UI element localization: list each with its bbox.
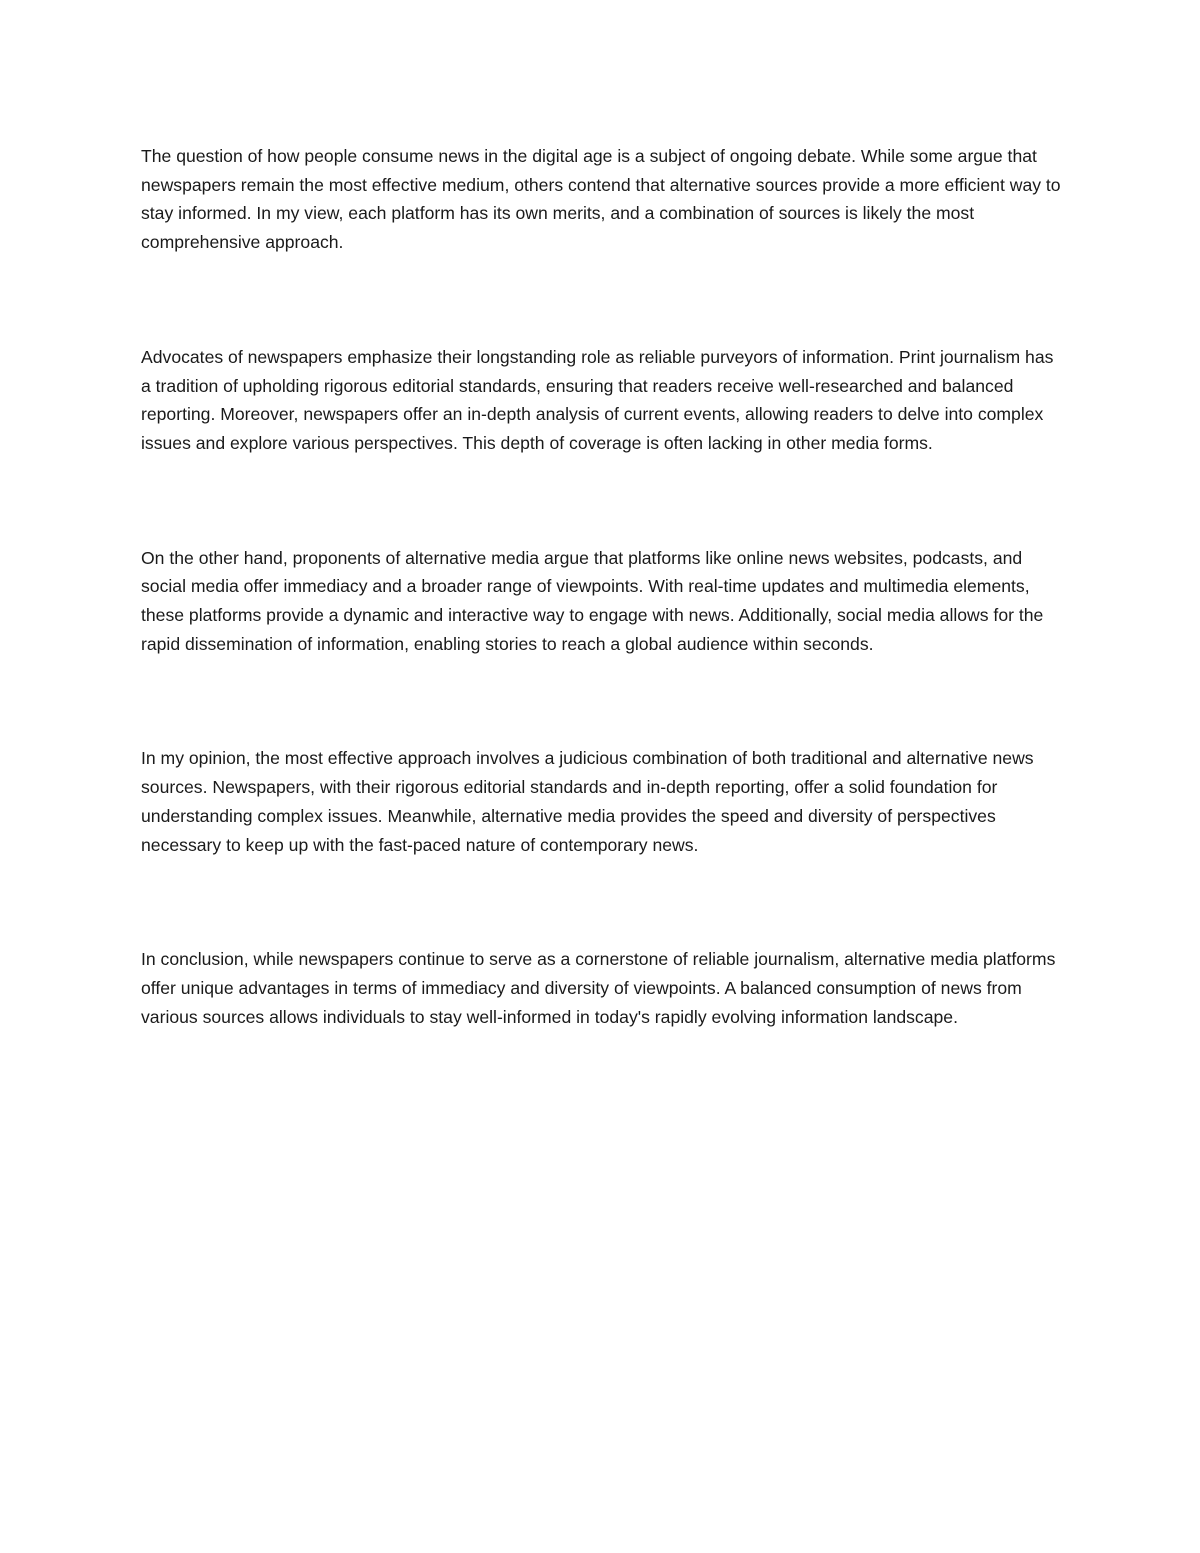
paragraph-newspapers: Advocates of newspapers emphasize their longstanding role as reliable purveyors of information. Print journalism has a tradition of upholding rigorous editorial standards, ensuring that readers receive well-researched and balanced reporting. Moreover, newspapers offer an in-depth analysis of current events, allowing readers to delve into complex issues and explore various perspectives. This depth of coverage is often lacking in other media forms.: [141, 346, 1054, 453]
paragraph-alternative-media: On the other hand, proponents of alternative media argue that platforms like online news websites, podcasts, and social media offer immediacy and a broader range of viewpoints. With real-time updates and multimedia elements, these platforms provide a dynamic and interactive way to engage with news. Additionally, social media allows for the rapid dissemination of information, enabling stories to reach a global audience within seconds.: [141, 547, 1044, 654]
paragraph-conclusion: In conclusion, while newspapers continue to serve as a cornerstone of reliable journalism, alternative media platforms offer unique advantages in terms of immediacy and diversity of viewpoints. A balanced consumption of news from various sources allows individuals to stay well-informed in today's rapidly evolving information landscape.: [141, 949, 1056, 1027]
paragraph-introduction: The question of how people consume news in the digital age is a subject of ongoing debate. While some argue that newspapers remain the most effective medium, others contend that alternative sources provide a more efficient way to stay informed. In my view, each platform has its own merits, and a combination of sources is likely the most comprehensive approach.: [141, 146, 1061, 253]
document-body: [141, 142, 1063, 1031]
paragraph-opinion: In my opinion, the most effective approach involves a judicious combination of both traditional and alternative news sources. Newspapers, with their rigorous editorial standards and in-depth reporting, offer a solid foundation for understanding complex issues. Meanwhile, alternative media provides the speed and diversity of perspectives necessary to keep up with the fast-paced nature of contemporary news.: [141, 748, 1034, 855]
